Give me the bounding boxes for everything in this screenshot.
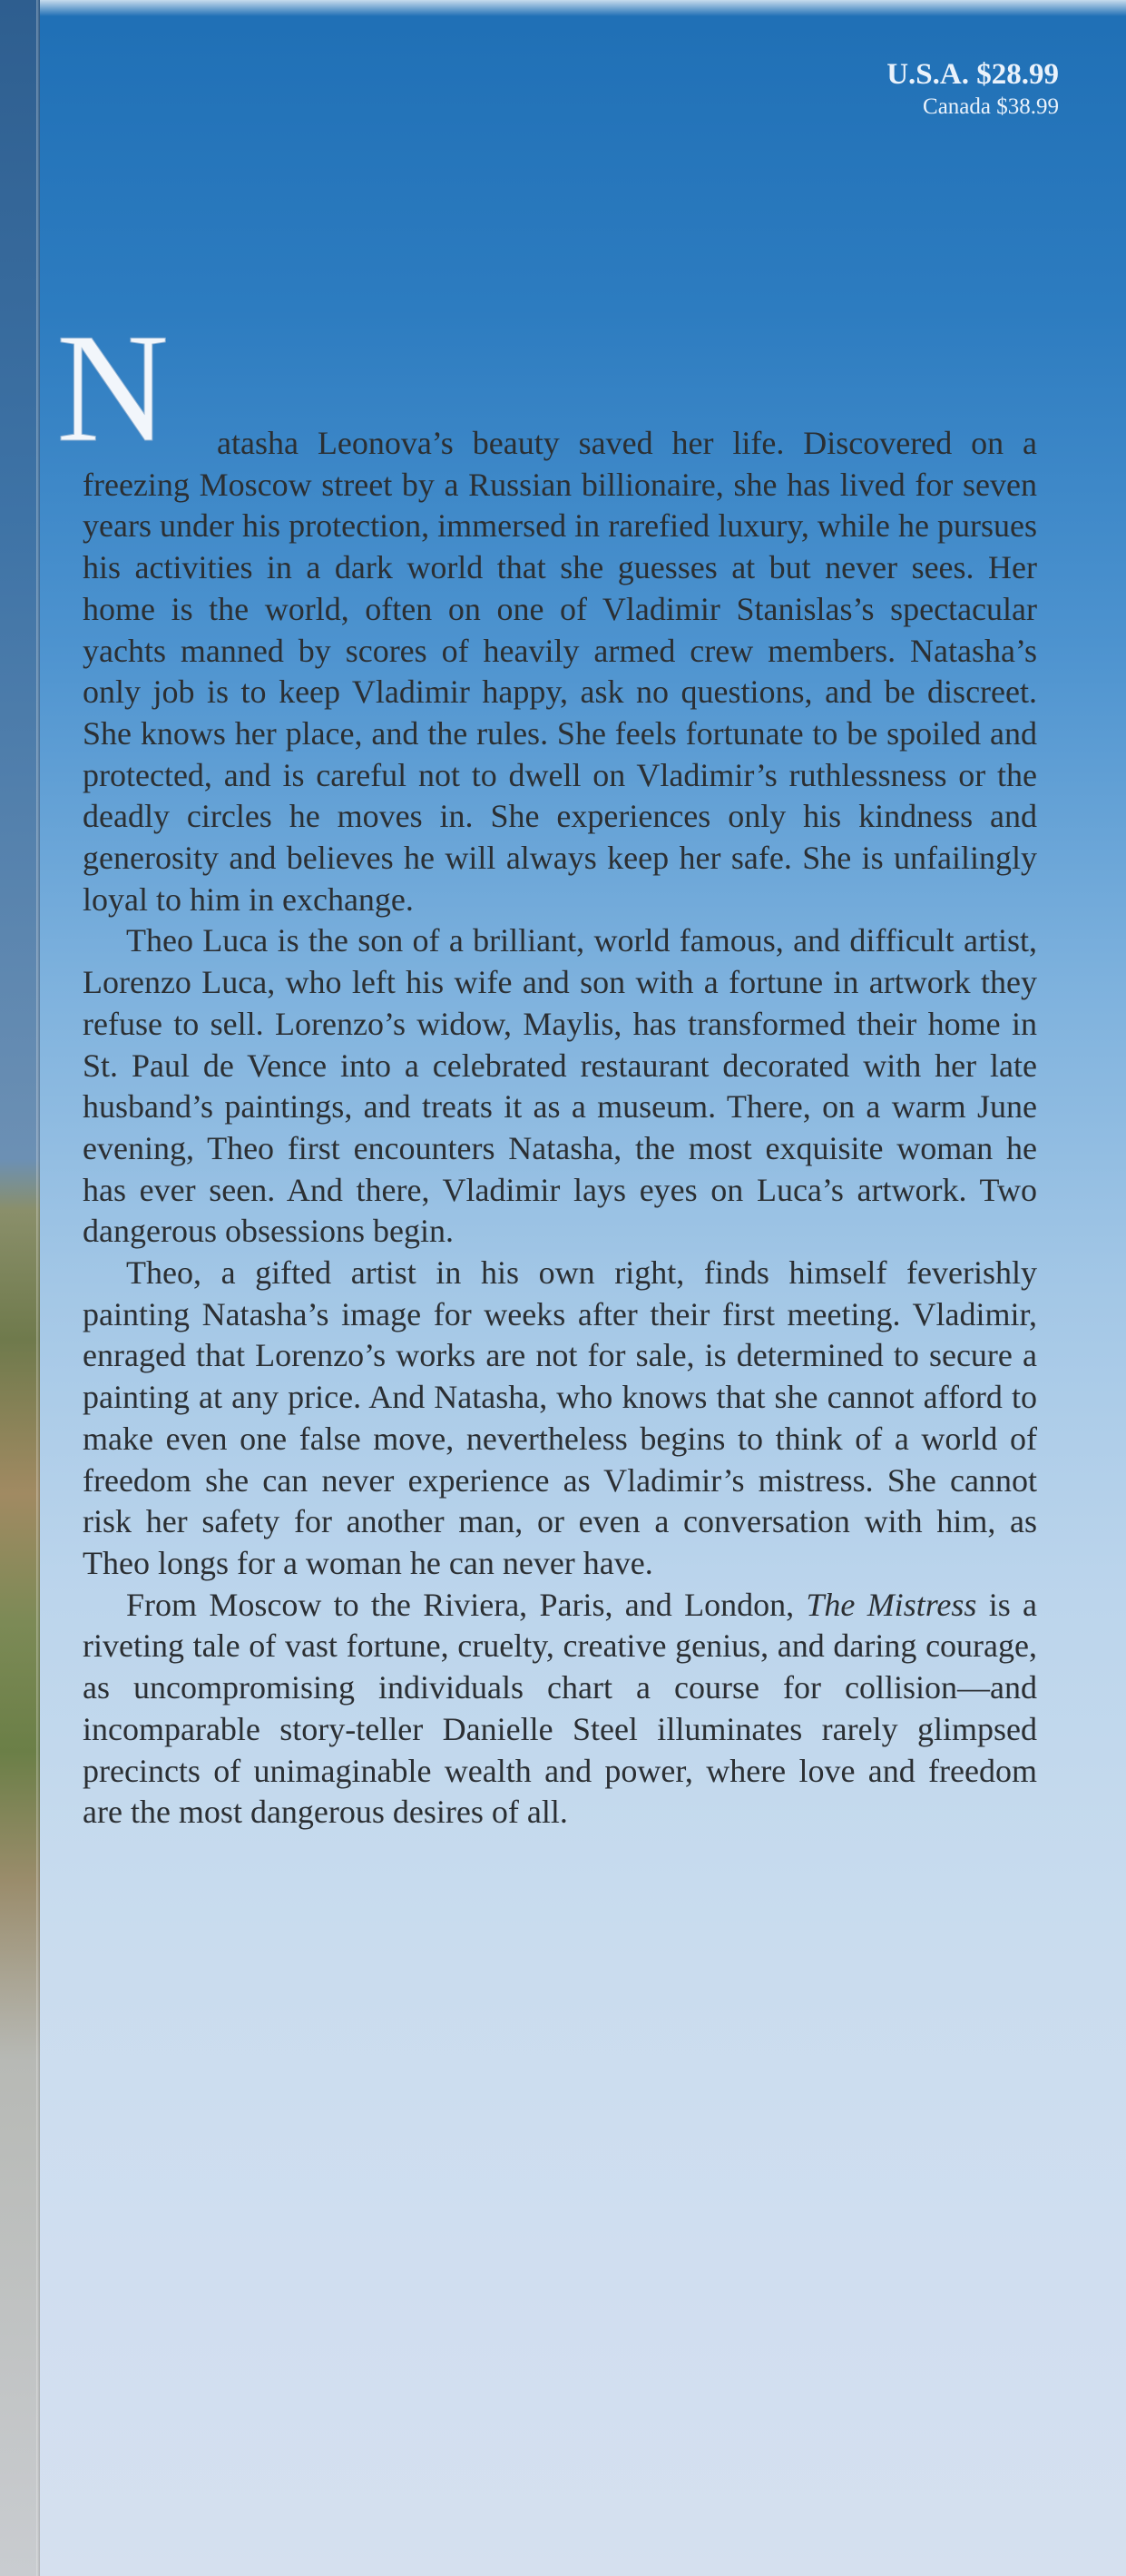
book-title: The Mistress bbox=[806, 1586, 977, 1623]
blurb-paragraph-2: Theo Luca is the son of a brilliant, world famous, and difficult artist, Lorenzo Luca, who left his wife and son with a fortune in artwork they refuse to sell. Lorenzo’s widow, Maylis, has transformed their home in St. Paul de Vence into a celebrated restaurant decorated with her late husband’s paintings, and treats it as a museum. There, on a warm June evening, Theo first encounters Natasha, the most exquisite woman he has ever seen. And there, Vladimir lays eyes on Luca’s artwork. Two dangerous obsessions begin. bbox=[83, 922, 1037, 1250]
price-block bbox=[886, 56, 1059, 122]
paragraph-4-rest: is a riveting tale of vast fortune, cruelty, creative genius, and daring courage, as uncompromising individuals chart a course for collision—and incomparable story-teller Danielle Steel illuminates rarely glimpsed precincts of unimaginable wealth and power, where love and freedom are the most dangerous desires of all. bbox=[83, 1586, 1037, 1831]
spine-photo-strip bbox=[0, 0, 40, 2576]
blurb-text bbox=[56, 302, 1037, 1834]
blurb-paragraph-4 bbox=[83, 1585, 1037, 1834]
blurb-paragraph-1 bbox=[56, 302, 1037, 920]
blurb-paragraph-3: Theo, a gifted artist in his own right, finds himself feverishly painting Natasha’s image for weeks after their first meeting. Vladimir, enraged that Lorenzo’s works are not for sale, is determined to secure a painting at any price. And Natasha, who knows that she cannot afford to make even one false move, nevertheless begins to think of a world of freedom she can never experience as Vladimir’s mistress. She cannot risk her safety for another man, or even a conversation with him, as Theo longs for a woman he can never have. bbox=[83, 1254, 1037, 1581]
price-usa: U.S.A. $28.99 bbox=[886, 58, 1059, 91]
paragraph-1-text: atasha Leonova’s beauty saved her life. Discovered on a freezing Moscow street by a Russian billionaire, she has lived for seven years under his protection, immersed in rarefied luxury, while he pursues his activities in a dark world that she guesses at but never sees. Her home is the world, often on one of Vladimir Stanislas’s spectacular yachts manned by scores of heavily armed crew members. Natasha’s only job is to keep Vladimir happy, ask no questions, and be discreet. She knows her place, and the rules. She feels fortunate to be spoiled and protected, and is careful not to dwell on Vladimir’s ruthlessness or the deadly circles he moves in. She experiences only his kindness and generosity and believes he will always keep her safe. She is unfailingly loyal to him in exchange. bbox=[83, 425, 1037, 918]
price-canada: Canada $38.99 bbox=[923, 94, 1059, 119]
paragraph-4-start: From Moscow to the Riviera, Paris, and London, bbox=[126, 1586, 795, 1623]
flap-top-edge bbox=[40, 0, 1126, 16]
drop-cap: N bbox=[56, 302, 170, 475]
